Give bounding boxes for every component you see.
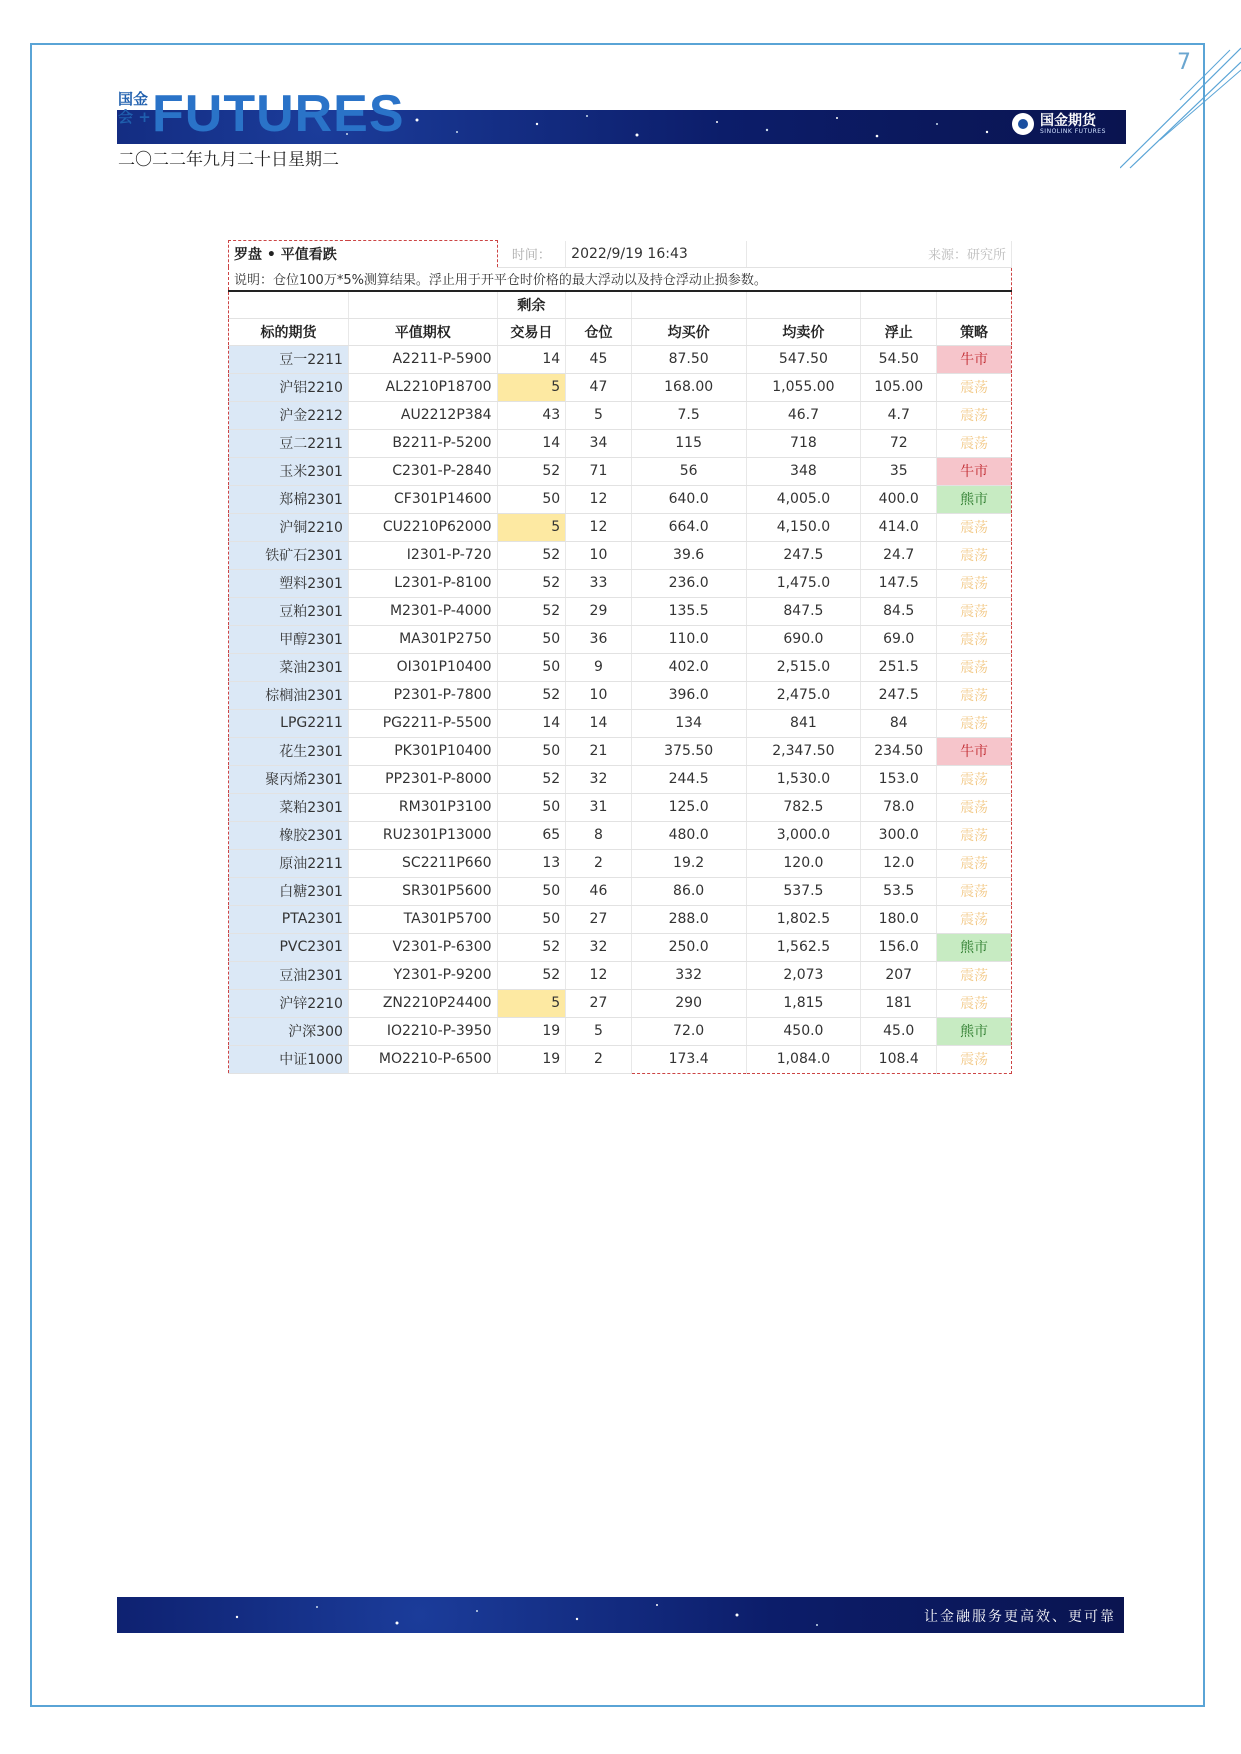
position-cell: 32	[566, 933, 632, 961]
days-cell: 52	[497, 933, 566, 961]
future-cell: 聚丙烯2301	[229, 765, 349, 793]
strategy-cell: 震荡	[937, 597, 1012, 625]
days-cell: 50	[497, 625, 566, 653]
col-header-days: 交易日	[497, 318, 566, 345]
float-stop-cell: 84.5	[861, 597, 937, 625]
strategy-cell: 震荡	[937, 905, 1012, 933]
table-row	[229, 345, 1012, 373]
table-row	[229, 653, 1012, 681]
days-cell: 14	[497, 429, 566, 457]
future-cell: 橡胶2301	[229, 821, 349, 849]
float-stop-cell: 4.7	[861, 401, 937, 429]
table-row	[229, 737, 1012, 765]
table-row	[229, 401, 1012, 429]
future-cell: 塑料2301	[229, 569, 349, 597]
avg-sell-cell: 3,000.0	[746, 821, 861, 849]
future-cell: 菜粕2301	[229, 793, 349, 821]
col-header-avg-sell: 均卖价	[746, 318, 861, 345]
position-cell: 2	[566, 1045, 632, 1073]
option-cell: MO2210-P-6500	[348, 1045, 497, 1073]
avg-sell-cell: 1,562.5	[746, 933, 861, 961]
avg-buy-cell: 250.0	[631, 933, 746, 961]
compass-table	[228, 240, 1012, 1074]
avg-sell-cell: 4,150.0	[746, 513, 861, 541]
future-cell: 中证1000	[229, 1045, 349, 1073]
float-stop-cell: 400.0	[861, 485, 937, 513]
option-cell: A2211-P-5900	[348, 345, 497, 373]
avg-sell-cell: 2,073	[746, 961, 861, 989]
strategy-cell: 震荡	[937, 541, 1012, 569]
avg-buy-cell: 288.0	[631, 905, 746, 933]
days-cell: 50	[497, 653, 566, 681]
avg-sell-cell: 841	[746, 709, 861, 737]
option-cell: C2301-P-2840	[348, 457, 497, 485]
strategy-cell: 震荡	[937, 709, 1012, 737]
position-cell: 33	[566, 569, 632, 597]
avg-buy-cell: 39.6	[631, 541, 746, 569]
table-row	[229, 961, 1012, 989]
avg-sell-cell: 1,475.0	[746, 569, 861, 597]
avg-sell-cell: 1,530.0	[746, 765, 861, 793]
table-row	[229, 541, 1012, 569]
column-headers	[229, 318, 1012, 345]
avg-sell-cell: 1,084.0	[746, 1045, 861, 1073]
float-stop-cell: 207	[861, 961, 937, 989]
option-cell: RU2301P13000	[348, 821, 497, 849]
avg-sell-cell: 718	[746, 429, 861, 457]
table-row	[229, 569, 1012, 597]
days-cell: 50	[497, 877, 566, 905]
position-cell: 12	[566, 485, 632, 513]
float-stop-cell: 247.5	[861, 681, 937, 709]
table-row	[229, 989, 1012, 1017]
days-cell: 13	[497, 849, 566, 877]
strategy-cell: 震荡	[937, 373, 1012, 401]
future-cell: 甲醇2301	[229, 625, 349, 653]
option-cell: P2301-P-7800	[348, 681, 497, 709]
avg-buy-cell: 244.5	[631, 765, 746, 793]
table-row	[229, 709, 1012, 737]
avg-sell-cell: 2,347.50	[746, 737, 861, 765]
strategy-cell: 震荡	[937, 429, 1012, 457]
avg-buy-cell: 402.0	[631, 653, 746, 681]
table-row	[229, 681, 1012, 709]
strategy-cell: 牛市	[937, 457, 1012, 485]
avg-buy-cell: 19.2	[631, 849, 746, 877]
float-stop-cell: 54.50	[861, 345, 937, 373]
table-title: 罗盘 • 平值看跌	[229, 241, 498, 268]
days-cell: 52	[497, 597, 566, 625]
float-stop-cell: 234.50	[861, 737, 937, 765]
float-stop-cell: 156.0	[861, 933, 937, 961]
avg-buy-cell: 290	[631, 989, 746, 1017]
avg-buy-cell: 396.0	[631, 681, 746, 709]
float-stop-cell: 53.5	[861, 877, 937, 905]
days-cell: 52	[497, 541, 566, 569]
option-cell: ZN2210P24400	[348, 989, 497, 1017]
days-cell: 65	[497, 821, 566, 849]
future-cell: 花生2301	[229, 737, 349, 765]
table-row	[229, 373, 1012, 401]
strategy-cell: 熊市	[937, 1017, 1012, 1045]
position-cell: 71	[566, 457, 632, 485]
avg-sell-cell: 690.0	[746, 625, 861, 653]
option-cell: PK301P10400	[348, 737, 497, 765]
avg-buy-cell: 86.0	[631, 877, 746, 905]
option-cell: M2301-P-4000	[348, 597, 497, 625]
days-cell: 19	[497, 1045, 566, 1073]
avg-sell-cell: 120.0	[746, 849, 861, 877]
table-row	[229, 1017, 1012, 1045]
avg-sell-cell: 1,815	[746, 989, 861, 1017]
avg-buy-cell: 7.5	[631, 401, 746, 429]
option-cell: Y2301-P-9200	[348, 961, 497, 989]
days-cell: 14	[497, 345, 566, 373]
strategy-cell: 震荡	[937, 793, 1012, 821]
avg-buy-cell: 134	[631, 709, 746, 737]
strategy-cell: 震荡	[937, 1045, 1012, 1073]
col-header-option: 平值期权	[348, 318, 497, 345]
position-cell: 32	[566, 765, 632, 793]
future-cell: PVC2301	[229, 933, 349, 961]
days-cell: 50	[497, 737, 566, 765]
table-row	[229, 597, 1012, 625]
option-cell: L2301-P-8100	[348, 569, 497, 597]
header-remaining: 剩余	[497, 291, 566, 319]
float-stop-cell: 105.00	[861, 373, 937, 401]
future-cell: 豆粕2301	[229, 597, 349, 625]
future-cell: 豆二2211	[229, 429, 349, 457]
avg-buy-cell: 115	[631, 429, 746, 457]
source-label: 来源：研究所	[746, 241, 1011, 268]
avg-sell-cell: 2,475.0	[746, 681, 861, 709]
float-stop-cell: 45.0	[861, 1017, 937, 1045]
position-cell: 46	[566, 877, 632, 905]
position-cell: 34	[566, 429, 632, 457]
strategy-cell: 震荡	[937, 569, 1012, 597]
future-cell: 白糖2301	[229, 877, 349, 905]
col-header-avg-buy: 均买价	[631, 318, 746, 345]
days-cell: 43	[497, 401, 566, 429]
page-number: 7	[1177, 50, 1191, 75]
position-cell: 14	[566, 709, 632, 737]
position-cell: 27	[566, 905, 632, 933]
days-cell: 52	[497, 765, 566, 793]
logo-futures-text: FUTURES	[152, 85, 405, 143]
future-cell: 沪深300	[229, 1017, 349, 1045]
strategy-cell: 震荡	[937, 653, 1012, 681]
col-header-future: 标的期货	[229, 318, 349, 345]
time-label: 时间：	[497, 241, 566, 268]
option-cell: AU2212P384	[348, 401, 497, 429]
future-cell: PTA2301	[229, 905, 349, 933]
table-row	[229, 429, 1012, 457]
float-stop-cell: 35	[861, 457, 937, 485]
option-cell: RM301P3100	[348, 793, 497, 821]
avg-sell-cell: 2,515.0	[746, 653, 861, 681]
float-stop-cell: 414.0	[861, 513, 937, 541]
float-stop-cell: 300.0	[861, 821, 937, 849]
table-row	[229, 513, 1012, 541]
avg-sell-cell: 1,055.00	[746, 373, 861, 401]
position-cell: 12	[566, 961, 632, 989]
option-cell: MA301P2750	[348, 625, 497, 653]
position-cell: 27	[566, 989, 632, 1017]
future-cell: 豆一2211	[229, 345, 349, 373]
days-cell: 19	[497, 1017, 566, 1045]
table-row	[229, 485, 1012, 513]
days-cell: 52	[497, 681, 566, 709]
strategy-cell: 震荡	[937, 401, 1012, 429]
logo-cn-line2: 会 +	[118, 108, 151, 126]
compass-table-container	[228, 240, 1012, 1074]
avg-buy-cell: 236.0	[631, 569, 746, 597]
time-value: 2022/9/19 16:43	[566, 241, 746, 268]
table-row	[229, 849, 1012, 877]
avg-sell-cell: 348	[746, 457, 861, 485]
float-stop-cell: 153.0	[861, 765, 937, 793]
float-stop-cell: 84	[861, 709, 937, 737]
future-cell: 沪铜2210	[229, 513, 349, 541]
future-cell: 菜油2301	[229, 653, 349, 681]
footer-slogan: 让金融服务更高效、更可靠	[924, 1609, 1116, 1625]
future-cell: 沪锌2210	[229, 989, 349, 1017]
avg-sell-cell: 537.5	[746, 877, 861, 905]
avg-sell-cell: 547.50	[746, 345, 861, 373]
option-cell: CF301P14600	[348, 485, 497, 513]
option-cell: TA301P5700	[348, 905, 497, 933]
avg-buy-cell: 640.0	[631, 485, 746, 513]
days-cell: 5	[497, 513, 566, 541]
brand-name-cn: 国金期货	[1040, 112, 1096, 129]
option-cell: B2211-P-5200	[348, 429, 497, 457]
avg-buy-cell: 125.0	[631, 793, 746, 821]
strategy-cell: 震荡	[937, 989, 1012, 1017]
strategy-cell: 熊市	[937, 485, 1012, 513]
position-cell: 36	[566, 625, 632, 653]
avg-buy-cell: 135.5	[631, 597, 746, 625]
table-row	[229, 933, 1012, 961]
option-cell: AL2210P18700	[348, 373, 497, 401]
future-cell: 原油2211	[229, 849, 349, 877]
table-row	[229, 793, 1012, 821]
logo-cn-line1: 国金	[118, 90, 149, 108]
position-cell: 9	[566, 653, 632, 681]
table-row	[229, 457, 1012, 485]
avg-buy-cell: 664.0	[631, 513, 746, 541]
strategy-cell: 牛市	[937, 345, 1012, 373]
table-row	[229, 877, 1012, 905]
position-cell: 47	[566, 373, 632, 401]
brand-logo	[1012, 113, 1106, 135]
strategy-cell: 震荡	[937, 681, 1012, 709]
table-row	[229, 765, 1012, 793]
avg-buy-cell: 480.0	[631, 821, 746, 849]
position-cell: 12	[566, 513, 632, 541]
future-cell: 铁矿石2301	[229, 541, 349, 569]
avg-buy-cell: 72.0	[631, 1017, 746, 1045]
future-cell: 郑棉2301	[229, 485, 349, 513]
col-header-position: 仓位	[566, 318, 632, 345]
table-row	[229, 821, 1012, 849]
corner-decoration	[1120, 40, 1241, 175]
position-cell: 45	[566, 345, 632, 373]
avg-sell-cell: 450.0	[746, 1017, 861, 1045]
option-cell: SR301P5600	[348, 877, 497, 905]
position-cell: 5	[566, 1017, 632, 1045]
option-cell: IO2210-P-3950	[348, 1017, 497, 1045]
position-cell: 2	[566, 849, 632, 877]
position-cell: 31	[566, 793, 632, 821]
avg-buy-cell: 110.0	[631, 625, 746, 653]
future-cell: 玉米2301	[229, 457, 349, 485]
days-cell: 52	[497, 961, 566, 989]
position-cell: 5	[566, 401, 632, 429]
option-cell: PG2211-P-5500	[348, 709, 497, 737]
brand-mark-icon	[1012, 113, 1034, 135]
avg-sell-cell: 782.5	[746, 793, 861, 821]
avg-sell-cell: 46.7	[746, 401, 861, 429]
float-stop-cell: 69.0	[861, 625, 937, 653]
strategy-cell: 震荡	[937, 513, 1012, 541]
days-cell: 50	[497, 905, 566, 933]
float-stop-cell: 181	[861, 989, 937, 1017]
future-cell: 沪铝2210	[229, 373, 349, 401]
strategy-cell: 熊市	[937, 933, 1012, 961]
position-cell: 21	[566, 737, 632, 765]
strategy-cell: 震荡	[937, 625, 1012, 653]
avg-buy-cell: 375.50	[631, 737, 746, 765]
brand-name-en: SINOLINK FUTURES	[1040, 127, 1106, 135]
position-cell: 8	[566, 821, 632, 849]
days-cell: 52	[497, 569, 566, 597]
float-stop-cell: 147.5	[861, 569, 937, 597]
option-cell: PP2301-P-8000	[348, 765, 497, 793]
float-stop-cell: 24.7	[861, 541, 937, 569]
avg-buy-cell: 56	[631, 457, 746, 485]
days-cell: 14	[497, 709, 566, 737]
days-cell: 52	[497, 457, 566, 485]
option-cell: I2301-P-720	[348, 541, 497, 569]
table-row	[229, 905, 1012, 933]
float-stop-cell: 251.5	[861, 653, 937, 681]
float-stop-cell: 78.0	[861, 793, 937, 821]
days-cell: 5	[497, 989, 566, 1017]
strategy-cell: 震荡	[937, 877, 1012, 905]
strategy-cell: 震荡	[937, 765, 1012, 793]
strategy-cell: 震荡	[937, 849, 1012, 877]
days-cell: 50	[497, 485, 566, 513]
future-cell: 豆油2301	[229, 961, 349, 989]
avg-sell-cell: 1,802.5	[746, 905, 861, 933]
float-stop-cell: 72	[861, 429, 937, 457]
avg-buy-cell: 168.00	[631, 373, 746, 401]
report-date: 二〇二二年九月二十日星期二	[118, 150, 339, 170]
avg-buy-cell: 173.4	[631, 1045, 746, 1073]
position-cell: 10	[566, 681, 632, 709]
footer-banner	[117, 1597, 1124, 1633]
col-header-strategy: 策略	[937, 318, 1012, 345]
avg-sell-cell: 247.5	[746, 541, 861, 569]
table-note: 说明：仓位100万*5%测算结果。浮止用于开平仓时价格的最大浮动以及持仓浮动止损参数。	[229, 267, 1012, 291]
table-row	[229, 1045, 1012, 1073]
days-cell: 50	[497, 793, 566, 821]
option-cell: SC2211P660	[348, 849, 497, 877]
avg-sell-cell: 847.5	[746, 597, 861, 625]
col-header-float-stop: 浮止	[861, 318, 937, 345]
float-stop-cell: 12.0	[861, 849, 937, 877]
future-cell: 棕榈油2301	[229, 681, 349, 709]
avg-sell-cell: 4,005.0	[746, 485, 861, 513]
future-cell: 沪金2212	[229, 401, 349, 429]
strategy-cell: 牛市	[937, 737, 1012, 765]
future-cell: LPG2211	[229, 709, 349, 737]
avg-buy-cell: 332	[631, 961, 746, 989]
position-cell: 29	[566, 597, 632, 625]
option-cell: OI301P10400	[348, 653, 497, 681]
position-cell: 10	[566, 541, 632, 569]
days-cell: 5	[497, 373, 566, 401]
option-cell: CU2210P62000	[348, 513, 497, 541]
strategy-cell: 震荡	[937, 961, 1012, 989]
float-stop-cell: 108.4	[861, 1045, 937, 1073]
avg-buy-cell: 87.50	[631, 345, 746, 373]
strategy-cell: 震荡	[937, 821, 1012, 849]
table-row	[229, 625, 1012, 653]
option-cell: V2301-P-6300	[348, 933, 497, 961]
float-stop-cell: 180.0	[861, 905, 937, 933]
